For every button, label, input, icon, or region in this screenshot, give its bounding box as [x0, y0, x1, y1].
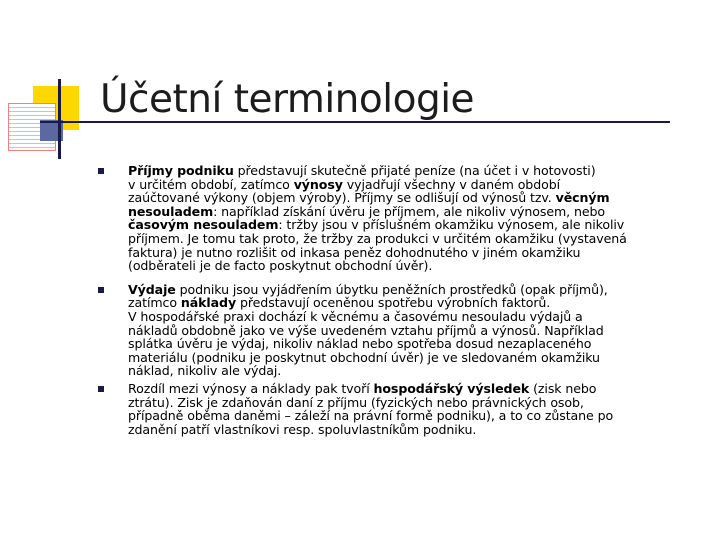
bold-term: hospodářský výsledek: [373, 380, 530, 396]
bold-term: náklady: [180, 295, 237, 311]
paragraph: [128, 382, 703, 436]
paragraph-line: [128, 178, 703, 192]
paragraph-line: [128, 423, 703, 437]
text-run: zaúčtované výkony (objem výroby). Příjmy se odlišují od výnosů tzv.: [128, 190, 556, 206]
bold-term: výnosy: [293, 176, 343, 192]
text-run: představují skutečně přijaté peníze (na účet i v hotovosti): [233, 163, 596, 178]
paragraph-line: [128, 296, 703, 310]
text-run: V hospodářské praxi dochází k věcnému a časovému nesouladu výdajů a: [128, 308, 583, 324]
paragraph-line: [128, 205, 703, 219]
paragraph-line: [128, 246, 703, 260]
text-run: představují oceněnou spotřebu výrobních faktorů.: [236, 295, 551, 311]
text-run: příjmem. Je tomu tak proto, že tržby za produkci v určitém okamžiku (vystavená: [128, 230, 627, 246]
bold-term: časovým nesouladem: [128, 217, 279, 233]
paragraph-line: [128, 351, 703, 365]
text-run: v určitém období, zatímco: [128, 176, 294, 192]
text-run: : tržby jsou v příslušném okamžiku výnosem, ale nikoliv: [278, 217, 625, 233]
paragraph-line: [128, 232, 703, 246]
bullet-item: [98, 164, 703, 273]
paragraph: [128, 164, 703, 273]
slide-title: Účetní terminologie: [100, 77, 475, 122]
paragraph-line: [128, 364, 703, 378]
paragraph-line: [128, 396, 703, 410]
decor-vertical-rule: [58, 79, 61, 159]
paragraph-line: [128, 191, 703, 205]
text-run: ztrátu). Zisk je zdaňován daní z příjmu (fyzických nebo právnických osob,: [128, 394, 584, 410]
text-run: zatímco: [128, 295, 181, 311]
text-run: zdanění patří vlastníkovi resp. spoluvlastníkům podniku.: [128, 421, 477, 437]
bold-term: věcným: [555, 190, 610, 206]
bold-term: Výdaje: [128, 281, 176, 297]
text-run: případně oběma daněmi – záleží na právní formě podniku), a to co zůstane po: [128, 408, 614, 424]
paragraph: [128, 283, 703, 378]
paragraph-line: [128, 409, 703, 423]
text-run: splátka úvěru je výdaj, nikoliv náklad nebo spotřeba dosud nezaplaceného: [128, 336, 592, 352]
bullet-square-icon: [98, 287, 104, 293]
text-run: materiálu (podniku je poskytnut obchodní úvěr) je ve sledovaném okamžiku: [128, 349, 600, 365]
text-run: (odběrateli je de facto poskytnut obchodní úvěr).: [128, 258, 433, 274]
paragraph-line: [128, 259, 703, 273]
text-run: nákladů obdobně jako ve výše uvedeném vztahu příjmů a výnosů. Například: [128, 322, 604, 338]
text-run: podniku jsou vyjádřením úbytku peněžních prostředků (opak příjmů),: [175, 281, 608, 297]
text-run: vyjadřují všechny v daném období: [342, 176, 560, 192]
bold-term: Příjmy podniku: [128, 163, 234, 178]
paragraph-line: [128, 164, 703, 178]
text-run: : například získání úvěru je příjmem, ale nikoliv výnosem, nebo: [213, 203, 606, 219]
text-run: náklad, nikoliv ale výdaj.: [128, 363, 282, 379]
text-run: (zisk nebo: [529, 380, 597, 396]
paragraph-line: [128, 283, 703, 297]
paragraph-line: [128, 324, 703, 338]
bold-term: nesouladem: [128, 203, 214, 219]
text-run: faktura) je nutno rozlišit od inkasa peněz dohodnutého v jiném okamžiku: [128, 244, 581, 260]
paragraph-line: [128, 382, 703, 396]
text-run: Rozdíl mezi výnosy a náklady pak tvoří: [128, 380, 374, 396]
bullet-square-icon: [98, 168, 104, 174]
bullet-item: [98, 382, 703, 436]
bullet-list: [98, 164, 703, 436]
paragraph-line: [128, 218, 703, 232]
paragraph-line: [128, 310, 703, 324]
paragraph-line: [128, 337, 703, 351]
bullet-square-icon: [98, 386, 104, 392]
bullet-item: [98, 283, 703, 378]
